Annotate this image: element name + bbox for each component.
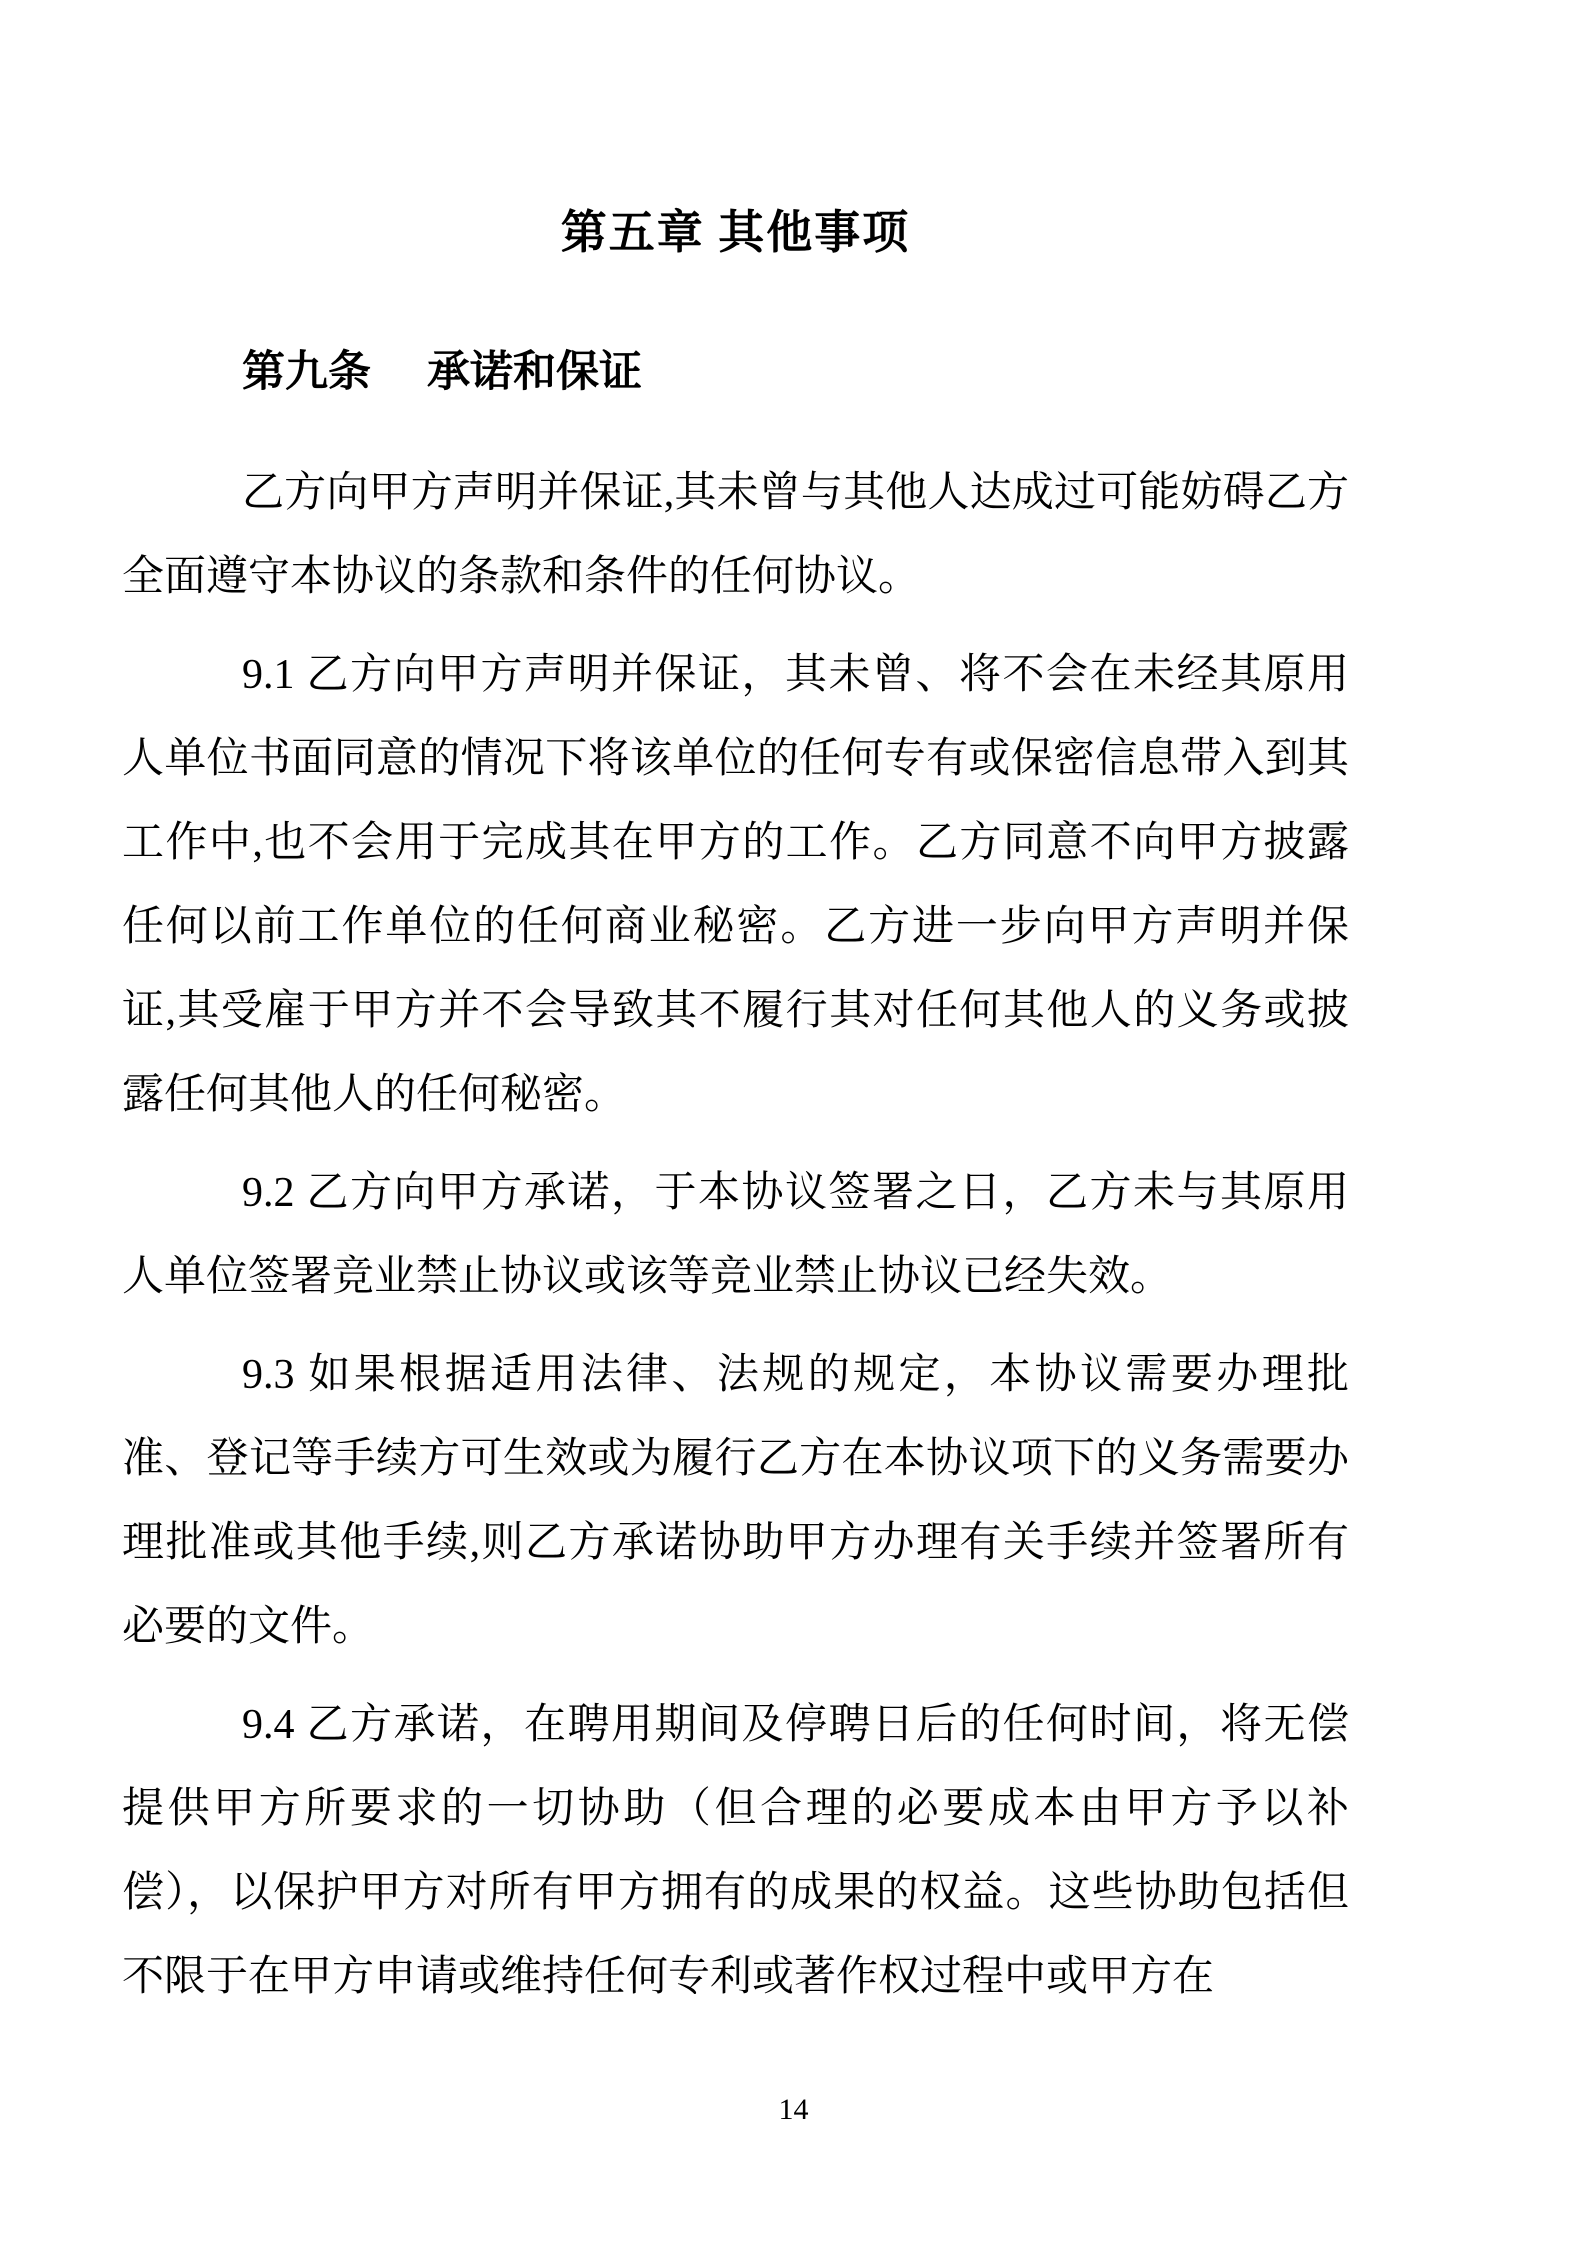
document-content [122, 196, 1349, 2033]
paragraph-9-4: 9.4 乙方承诺，在聘用期间及停聘日后的任何时间，将无偿提供甲方所要求的一切协助（但合理的必要成本由甲方予以补偿），以保护甲方对所有甲方拥有的成果的权益。这些协助包括但不限于在甲方申请或维持任何专利或著作权过程中或甲方在 [122, 1702, 1349, 2000]
article-number: 第九条 [242, 349, 371, 396]
paragraph-9-1: 9.1 乙方向甲方声明并保证，其未曾、将不会在未经其原用人单位书面同意的情况下将该单位的任何专有或保密信息带入到其工作中,也不会用于完成其在甲方的工作。乙方同意不向甲方披露任何以前工作单位的任何商业秘密。乙方进一步向甲方声明并保证,其受雇于甲方并不会导致其不履行其对任何其他人的义务或披露任何其他人的任何秘密。 [122, 652, 1349, 1118]
article-heading [122, 338, 1349, 399]
paragraph-intro: 乙方向甲方声明并保证,其未曾与其他人达成过可能妨碍乙方全面遵守本协议的条款和条件的任何协议。 [122, 470, 1349, 600]
paragraph-9-3: 9.3 如果根据适用法律、法规的规定，本协议需要办理批准、登记等手续方可生效或为履行乙方在本协议项下的义务需要办理批准或其他手续,则乙方承诺协助甲方办理有关手续并签署所有必要的文件。 [122, 1352, 1349, 1650]
chapter-title: 第五章 其他事项 [560, 207, 911, 258]
page-footer [0, 2093, 1587, 2127]
paragraph-9-2: 9.2 乙方向甲方承诺，于本协议签署之日，乙方未与其原用人单位签署竞业禁止协议或该等竞业禁止协议已经失效。 [122, 1170, 1349, 1300]
article-title: 承诺和保证 [427, 349, 642, 396]
page-number: 14 [778, 2093, 809, 2126]
